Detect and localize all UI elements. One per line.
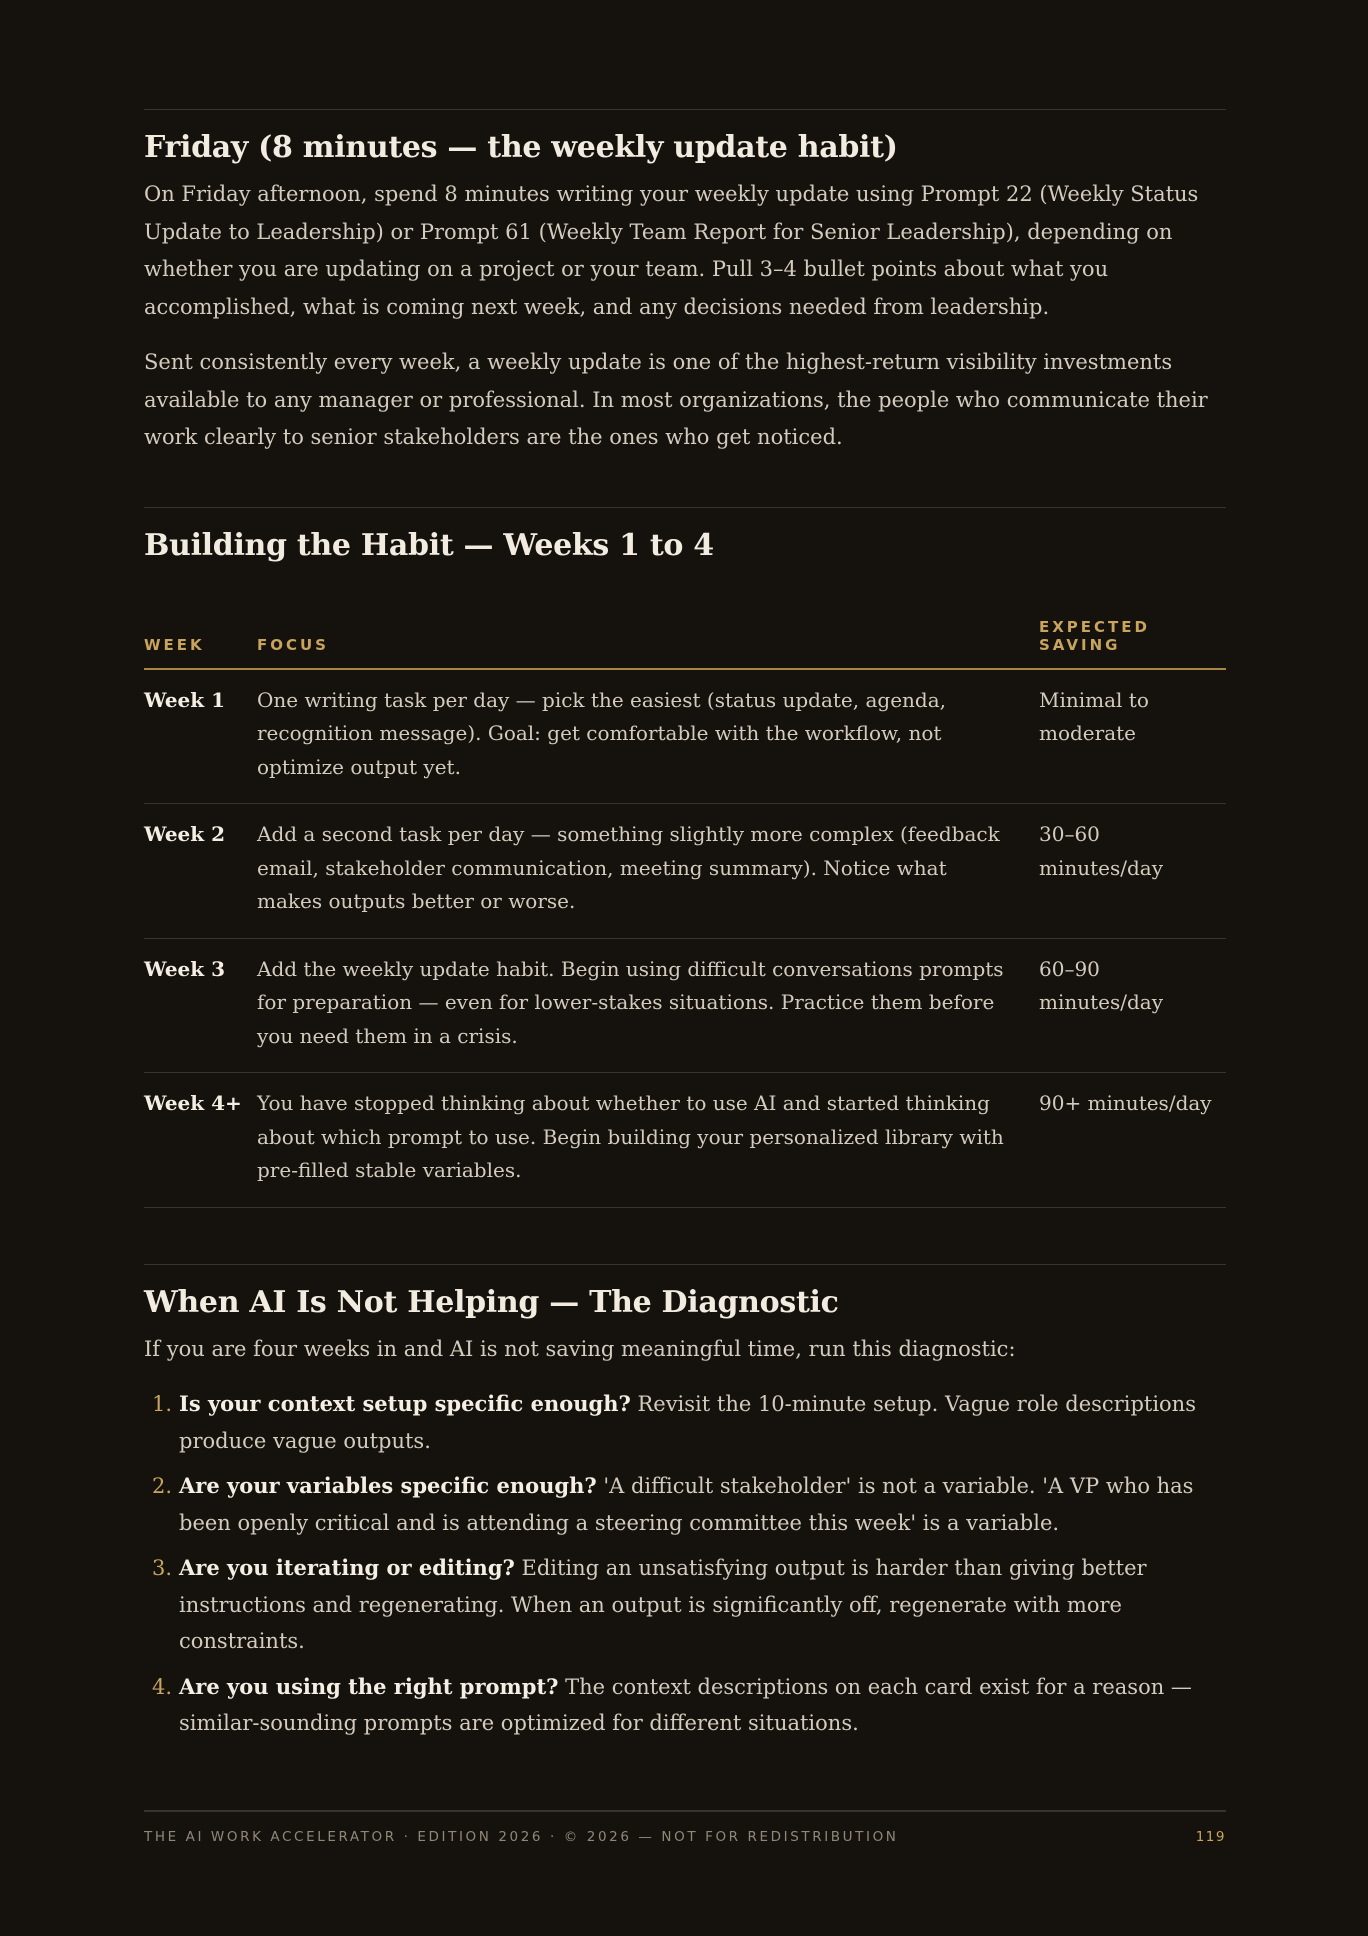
list-item [144,1669,1226,1742]
table-header-row [144,618,1226,669]
page [144,0,1226,1751]
list-item [144,1386,1226,1459]
footer-text: THE AI WORK ACCELERATOR · EDITION 2026 · © 2026 — NOT FOR REDISTRIBUTION [144,1829,899,1845]
friday-paragraph-1: On Friday afternoon, spend 8 minutes writing your weekly update using Prompt 22 (Weekly Status Update to Leadership) or Prompt 61 (Weekly Team Report for Senior Leadership), depending on whether you are updating on a project or your team. Pull 3–4 bullet points about what you accomplished, what is coming next week, and any decisions needed from leadership. [144,182,1199,319]
list-item-lead: Are your variables specific enough? [179,1473,597,1498]
list-item-text: 'A difficult stakeholder' is not a variable. 'A VP who has been openly critical and is attending a steering committee this week' is a variable. [179,1474,1194,1535]
table-row [144,669,1226,804]
page-number: 119 [1195,1829,1226,1845]
habit-heading: Building the Habit — Weeks 1 to 4 [144,527,714,563]
diagnostic-heading: When AI Is Not Helping — The Diagnostic [144,1284,839,1320]
list-item [144,1550,1226,1660]
list-item [144,1468,1226,1541]
friday-heading: Friday (8 minutes — the weekly update habit) [144,130,898,165]
friday-paragraph-2: Sent consistently every week, a weekly update is one of the highest-return visibility investments available to any manager or professional. In most organizations, the people who communicate their work clearly to senior stakeholders are the ones who get noticed. [144,350,1208,449]
week-cell: Week 1 [144,669,257,804]
page-footer [144,1810,1226,1845]
saving-cell: 30–60 minutes/day [1039,804,1226,939]
week-cell: Week 4+ [144,1073,257,1208]
list-item-number: 2. [152,1474,173,1498]
week-cell: Week 2 [144,804,257,939]
table-row [144,938,1226,1073]
focus-cell: One writing task per day — pick the easiest (status update, agenda, recognition message). Goal: get comfortable with the workflow, not optimize output yet. [257,669,1039,804]
saving-cell: Minimal to moderate [1039,669,1226,804]
saving-cell: 90+ minutes/day [1039,1073,1226,1208]
habit-table [144,618,1226,1208]
focus-cell: Add a second task per day — something slightly more complex (feedback email, stakeholder communication, meeting summary). Notice what makes outputs better or worse. [257,804,1039,939]
focus-cell: You have stopped thinking about whether to use AI and started thinking about which prompt to use. Begin building your personalized library with pre-filled stable variables. [257,1073,1039,1208]
list-item-lead: Are you iterating or editing? [179,1555,515,1580]
list-item-lead: Are you using the right prompt? [179,1673,559,1699]
list-item-text: Revisit the 10-minute setup. Vague role descriptions produce vague outputs. [179,1392,1196,1453]
list-item-text: The context descriptions on each card exist for a reason — similar-sounding prompts are optimized for different situations. [179,1674,1192,1735]
table-row [144,1073,1226,1208]
diagnostic-intro: If you are four weeks in and AI is not saving meaningful time, run this diagnostic: [144,1336,1016,1361]
focus-cell: Add the weekly update habit. Begin using difficult conversations prompts for preparation — even for lower-stakes situations. Practice them before you need them in a crisis. [257,938,1039,1073]
table-row [144,804,1226,939]
column-header-week: WEEK [144,618,257,669]
list-item-number: 1. [152,1392,173,1416]
column-header-focus: FOCUS [257,618,1039,669]
list-item-number: 3. [152,1556,173,1580]
column-header-saving: EXPECTED SAVING [1039,618,1226,669]
list-item-number: 4. [152,1674,173,1699]
list-item-lead: Is your context setup specific enough? [179,1391,631,1416]
week-cell: Week 3 [144,938,257,1073]
diagnostic-list [144,1386,1226,1742]
list-item-text: Editing an unsatisfying output is harder than giving better instructions and regenerating. When an output is significantly off, regenerate with more constraints. [179,1556,1147,1653]
saving-cell: 60–90 minutes/day [1039,938,1226,1073]
